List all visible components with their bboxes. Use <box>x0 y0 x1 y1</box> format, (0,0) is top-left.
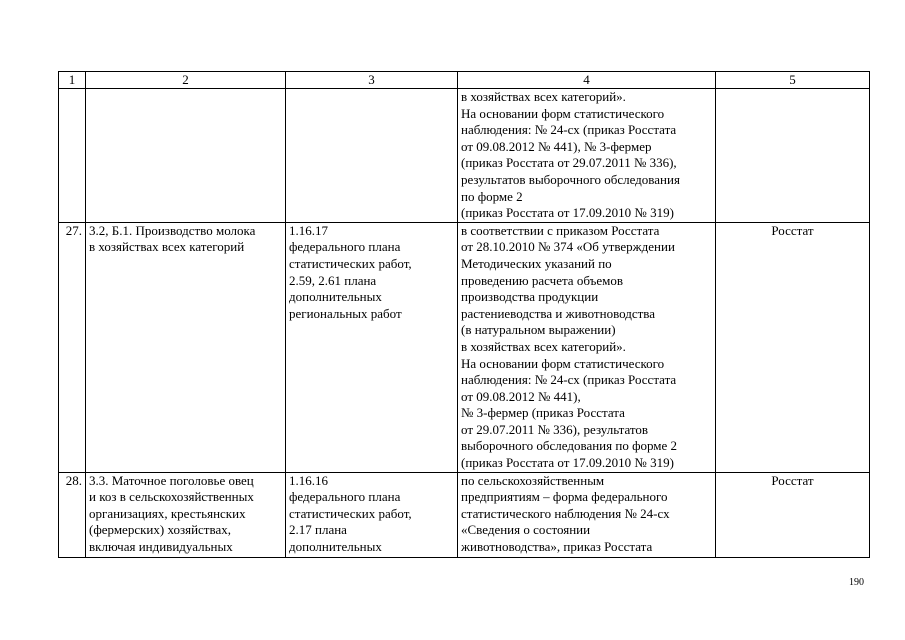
cell-line: в хозяйствах всех категорий». <box>461 338 626 354</box>
method-cell <box>458 89 716 223</box>
table-row <box>59 472 870 557</box>
cell-line: статистических работ, <box>289 505 412 521</box>
cell-line: от 28.10.2010 № 374 «Об утверждении <box>461 239 675 255</box>
cell-line: региональных работ <box>289 305 402 321</box>
cell-line: Методических указаний по <box>461 255 612 271</box>
cell-line: 3.2, Б.1. Производство молока <box>89 222 256 238</box>
header-col-2: 2 <box>86 72 286 89</box>
header-col-1: 1 <box>59 72 86 89</box>
cell-line: федерального плана <box>289 489 401 505</box>
cell-line: статистических работ, <box>289 255 412 271</box>
row-number <box>59 89 86 223</box>
indicator-cell <box>86 472 286 557</box>
cell-line: (в натуральном выражении) <box>461 322 616 338</box>
cell-line: в хозяйствах всех категорий». <box>461 89 626 104</box>
indicator-cell <box>86 89 286 223</box>
cell-line: наблюдения: № 24-сх (приказ Росстата <box>461 372 677 388</box>
cell-line: «Сведения о состоянии <box>461 522 591 538</box>
cell-line: предприятиям – форма федерального <box>461 489 668 505</box>
cell-line: включая индивидуальных <box>89 539 233 555</box>
cell-line: по форме 2 <box>461 188 523 204</box>
agency-cell: Росстат <box>716 222 870 472</box>
cell-line: от 09.08.2012 № 441), <box>461 388 581 404</box>
cell-line: № 3-фермер (приказ Росстата <box>461 405 625 421</box>
data-table <box>58 71 870 558</box>
row-number: 28. <box>59 472 86 557</box>
cell-line: в хозяйствах всех категорий <box>89 239 245 255</box>
cell-line: 2.59, 2.61 плана <box>289 272 377 288</box>
cell-line: проведению расчета объемов <box>461 272 623 288</box>
cell-line: выборочного обследования по форме 2 <box>461 438 678 454</box>
cell-line: (приказ Росстата от 29.07.2011 № 336), <box>461 155 677 171</box>
table-row <box>59 222 870 472</box>
cell-line: 3.3. Маточное поголовье овец <box>89 472 254 488</box>
cell-line: дополнительных <box>289 289 382 305</box>
cell-line: (фермерских) хозяйствах, <box>89 522 231 538</box>
cell-line: растениеводства и животноводства <box>461 305 656 321</box>
row-number: 27. <box>59 222 86 472</box>
cell-line: производства продукции <box>461 289 599 305</box>
cell-line: федерального плана <box>289 239 401 255</box>
plan-cell <box>286 89 458 223</box>
cell-line: дополнительных <box>289 539 382 555</box>
header-col-5: 5 <box>716 72 870 89</box>
header-col-3: 3 <box>286 72 458 89</box>
cell-line: в соответствии с приказом Росстата <box>461 222 660 238</box>
plan-cell <box>286 222 458 472</box>
method-cell <box>458 222 716 472</box>
cell-line: 1.16.16 <box>289 472 328 488</box>
table-row <box>59 89 870 223</box>
cell-line: На основании форм статистического <box>461 105 665 121</box>
agency-cell: Росстат <box>716 472 870 557</box>
agency-cell <box>716 89 870 223</box>
cell-line: от 09.08.2012 № 441), № 3-фермер <box>461 138 652 154</box>
cell-line: статистического наблюдения № 24-сх <box>461 505 670 521</box>
header-row <box>59 72 870 89</box>
page-number: 190 <box>849 577 864 588</box>
cell-line: (приказ Росстата от 17.09.2010 № 319) <box>461 205 674 221</box>
method-cell <box>458 472 716 557</box>
cell-line: и коз в сельскохозяйственных <box>89 489 254 505</box>
cell-line: 1.16.17 <box>289 222 328 238</box>
cell-line: 2.17 плана <box>289 522 347 538</box>
cell-line: На основании форм статистического <box>461 355 665 371</box>
plan-cell <box>286 472 458 557</box>
cell-line: (приказ Росстата от 17.09.2010 № 319) <box>461 455 674 471</box>
indicator-cell <box>86 222 286 472</box>
cell-line: результатов выборочного обследования <box>461 171 680 187</box>
cell-line: по сельскохозяйственным <box>461 472 605 488</box>
header-col-4: 4 <box>458 72 716 89</box>
cell-line: от 29.07.2011 № 336), результатов <box>461 421 649 437</box>
cell-line: животноводства», приказ Росстата <box>461 539 653 555</box>
cell-line: организациях, крестьянских <box>89 505 246 521</box>
cell-line: наблюдения: № 24-сх (приказ Росстата <box>461 122 677 138</box>
